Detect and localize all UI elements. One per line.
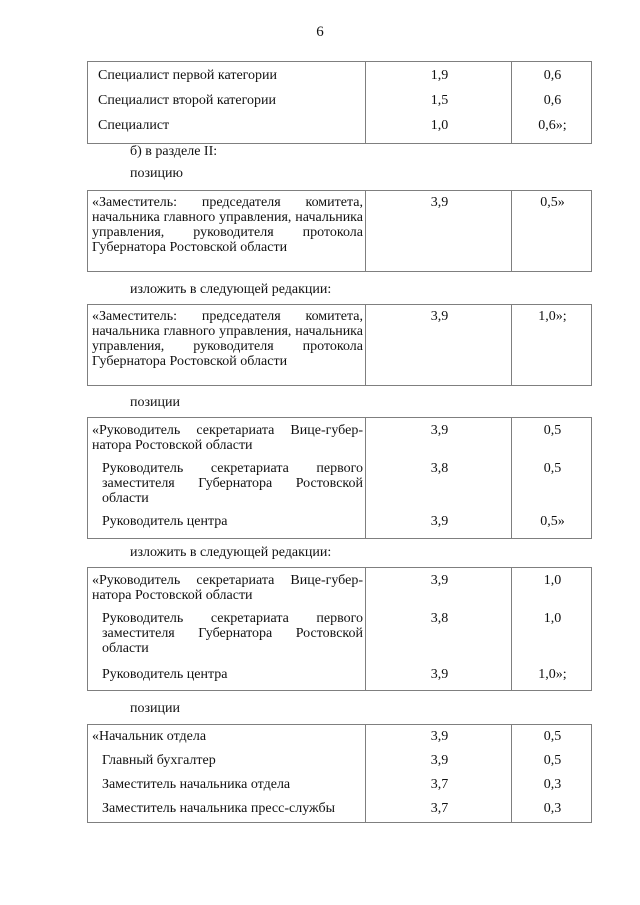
coefficient-cell (366, 418, 512, 539)
position-cell: «Заместитель: председателя комитета, начальника главного управления, начальника управления, руководителя протокола Губернатора Ростовской области (88, 305, 366, 386)
coefficient-value: 0,5 (543, 729, 562, 744)
coefficient-value: 0,6 (543, 68, 562, 83)
table-row (88, 725, 592, 823)
coefficient-value: 0,5 (543, 753, 562, 768)
coefficient-value: 0,6 (543, 93, 562, 108)
position-name: Руководитель центра (102, 514, 228, 529)
coefficient-value: 3,8 (430, 461, 449, 476)
paragraph-positions: позиции (130, 395, 180, 410)
position-name: Главный бухгалтер (102, 753, 216, 768)
table-secretariat-old (87, 417, 592, 539)
coefficient-value: 0,3 (543, 801, 562, 816)
table-row (88, 305, 592, 386)
coefficient-value: 1,0 (543, 573, 562, 588)
position-cell (88, 418, 366, 539)
coefficient-value: 0,3 (543, 777, 562, 792)
table-deputy-new (87, 304, 592, 386)
paragraph-replace: изложить в следующей редакции: (130, 282, 332, 297)
coefficient-value: 3,9 (430, 729, 449, 744)
position-name: «Руководитель секретариата Вице-губер-натора Ростовской области (92, 423, 363, 453)
position-name: Специалист (98, 118, 170, 133)
position-name: Руководитель секретариата первого заместителя Губернатора Ростовской области (102, 461, 363, 506)
coefficient-cell: 1,0»; (512, 305, 592, 386)
position-name: Специалист первой категории (98, 68, 278, 83)
coefficient-cell (512, 568, 592, 691)
position-cell (88, 725, 366, 823)
coefficient-cell (512, 725, 592, 823)
coefficient-value: 0,5 (543, 423, 562, 438)
position-cell: «Заместитель: председателя комитета, начальника главного управления, начальника управления, руководителя протокола Губернатора Ростовской области (88, 191, 366, 272)
coefficient-value: 3,9 (430, 423, 449, 438)
coefficient-cell (512, 62, 592, 144)
table-row (88, 568, 592, 691)
coefficient-value: 1,5 (430, 93, 449, 108)
position-name: Заместитель начальника пресс-службы (102, 801, 336, 816)
coefficient-value: 1,0»; (538, 667, 567, 682)
table-deputy-old (87, 190, 592, 272)
coefficient-cell (512, 418, 592, 539)
paragraph-section-b: б) в разделе II: (130, 144, 218, 159)
position-name: Специалист второй категории (98, 93, 277, 108)
coefficient-cell (366, 62, 512, 144)
paragraph-replace: изложить в следующей редакции: (130, 545, 332, 560)
coefficient-value: 1,0 (543, 611, 562, 626)
table-row (88, 62, 592, 144)
position-name: «Руководитель секретариата Вице-губер-натора Ростовской области (92, 573, 363, 603)
position-name: Заместитель начальника отдела (102, 777, 291, 792)
coefficient-value: 3,9 (430, 573, 449, 588)
coefficient-value: 3,9 (430, 514, 449, 529)
coefficient-cell (366, 725, 512, 823)
coefficient-value: 3,8 (430, 611, 449, 626)
table-categories (87, 61, 592, 144)
coefficient-cell (366, 568, 512, 691)
table-department (87, 724, 592, 823)
paragraph-positions: позиции (130, 701, 180, 716)
position-cell (88, 62, 366, 144)
position-name: Руководитель секретариата первого заместителя Губернатора Ростовской области (102, 611, 363, 656)
coefficient-value: 3,7 (430, 801, 449, 816)
position-name: Руководитель центра (102, 667, 228, 682)
page-number: 6 (316, 24, 324, 40)
position-cell (88, 568, 366, 691)
coefficient-value: 1,9 (430, 68, 449, 83)
coefficient-cell: 3,9 (366, 191, 512, 272)
coefficient-value: 0,5» (540, 514, 565, 529)
table-row (88, 191, 592, 272)
coefficient-value: 1,0 (430, 118, 449, 133)
coefficient-value: 3,9 (430, 667, 449, 682)
coefficient-cell: 3,9 (366, 305, 512, 386)
table-secretariat-new (87, 567, 592, 691)
coefficient-value: 0,6»; (538, 118, 567, 133)
coefficient-value: 0,5 (543, 461, 562, 476)
coefficient-value: 3,9 (430, 753, 449, 768)
coefficient-cell: 0,5» (512, 191, 592, 272)
position-name: «Начальник отдела (92, 729, 207, 744)
table-row (88, 418, 592, 539)
paragraph-position: позицию (130, 166, 183, 181)
coefficient-value: 3,7 (430, 777, 449, 792)
